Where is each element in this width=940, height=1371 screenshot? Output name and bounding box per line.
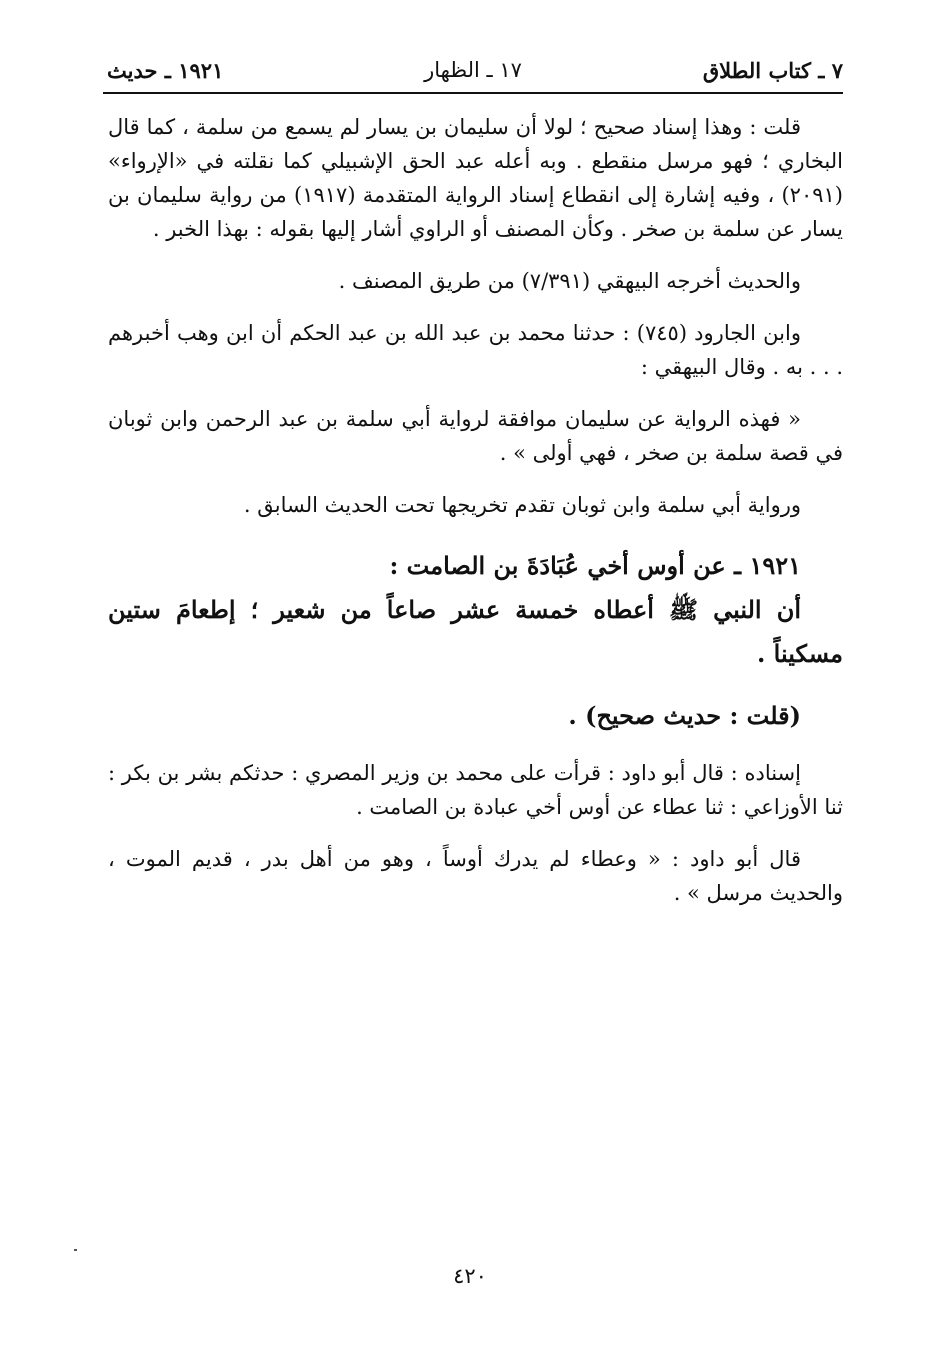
hadith-text: أن النبي ﷺ أعطاه خمسة عشر صاعاً من شعير ؛ إطعامَ ستين مسكيناً . — [108, 595, 843, 668]
margin-mark — [74, 1249, 77, 1251]
paragraph-quote: « فهذه الرواية عن سليمان موافقة لرواية أبي سلمة بن عبد الرحمن وابن ثوبان في قصة سلمة بن صخر ، فهي أولى » . — [108, 407, 843, 465]
paragraph-isnad: إسناده : قال أبو داود : قرأت على محمد بن وزير المصري : حدثكم بشر بن بكر : ثنا الأوزاعي : ثنا عطاء عن أوس أخي عبادة بن الصامت . — [108, 761, 843, 819]
header-rule — [103, 92, 843, 94]
paragraph-bayhaqi: والحديث أخرجه البيهقي (٧/٣٩١) من طريق المصنف . — [338, 269, 801, 293]
paragraph-abu-dawud: قال أبو داود : « وعطاء لم يدرك أوساً ، وهو من أهل بدر ، قديم الموت ، والحديث مرسل » . — [108, 847, 843, 905]
hadith-title: ١٩٢١ ـ عن أوس أخي عُبَادَةَ بن الصامت : — [389, 551, 801, 580]
section-title: ١٧ ـ الظهار — [424, 58, 522, 82]
paragraph-commentary: قلت : وهذا إسناد صحيح ؛ لولا أن سليمان بن يسار لم يسمع من سلمة ، كما قال البخاري ؛ فهو مرسل منقطع . وبه أعله عبد الحق الإشبيلي كما نقلته في «الإرواء» (٢٠٩١) ، وفيه إشارة إلى انقطاع إسناد الرواية المتقدمة (١٩١٧) من رواية سليمان بن يسار عن سلمة بن صخر . وكأن المصنف أو الراوي أشار إليها بقوله : بهذا الخبر . — [108, 115, 843, 241]
page-number: ٤٢٠ — [453, 1264, 487, 1288]
hadith-verdict: (قلت : حديث صحيح) . — [568, 701, 801, 730]
running-header — [103, 48, 843, 88]
hadith-number-header: ١٩٢١ ـ حديث — [107, 58, 224, 83]
paragraph-narration: ورواية أبي سلمة وابن ثوبان تقدم تخريجها تحت الحديث السابق . — [243, 493, 801, 517]
page-body — [108, 110, 843, 910]
chapter-title: ٧ ـ كتاب الطلاق — [702, 58, 843, 83]
paragraph-ibn-jarud: وابن الجارود (٧٤٥) : حدثنا محمد بن عبد الله بن عبد الحكم أن ابن وهب أخبرهم . . . به . وقال البيهقي : — [108, 321, 843, 379]
